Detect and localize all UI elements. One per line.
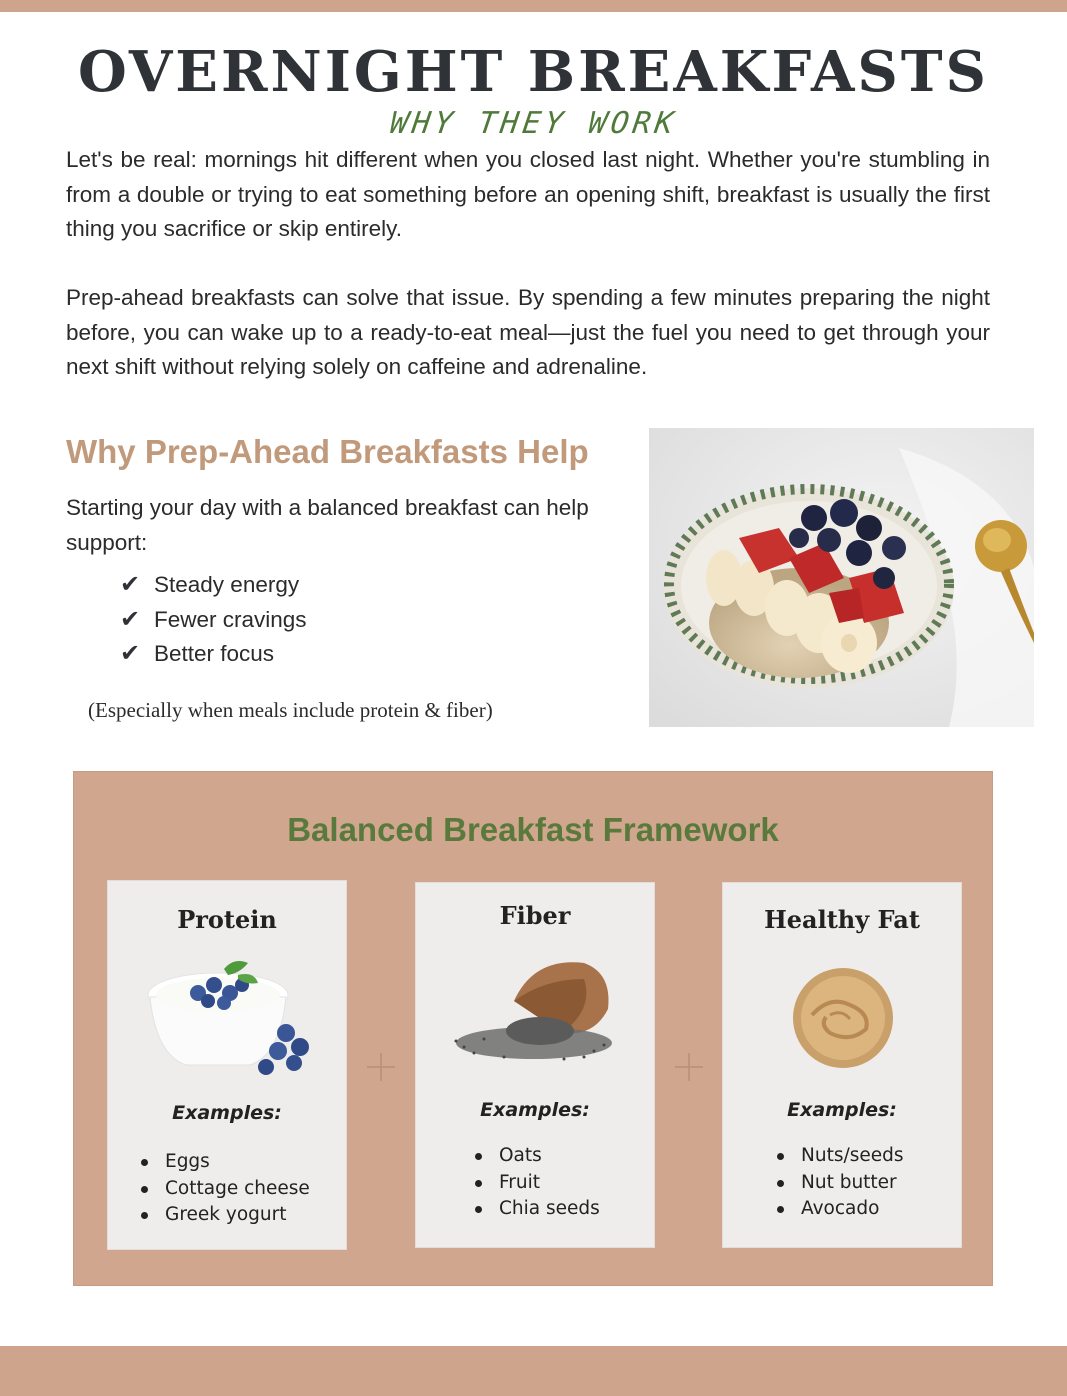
why-section-heading: Why Prep-Ahead Breakfasts Help	[66, 433, 589, 470]
list-item: Chia seeds	[473, 1196, 600, 1223]
examples-label: Examples:	[480, 1099, 590, 1121]
benefit-item	[120, 637, 307, 672]
list-item: Eggs	[139, 1149, 310, 1176]
card-title: Healthy Fat	[764, 905, 920, 934]
list-item: Cottage cheese	[139, 1176, 310, 1203]
benefit-label: Fewer cravings	[154, 606, 307, 632]
page-title: OVERNIGHT BREAKFASTS	[78, 39, 989, 105]
intro-paragraph-2: Prep-ahead breakfasts can solve that issue. By spending a few minutes preparing the night before, you can wake up to a ready-to-eat meal—just the fuel you need to get through your next shift without relying solely on caffeine and adrenaline.	[66, 285, 990, 379]
protein-fiber-note: (Especially when meals include protein & fiber)	[88, 698, 493, 722]
list-item: Avocado	[775, 1196, 903, 1223]
protein-card	[107, 880, 347, 1250]
list-item: Nut butter	[775, 1170, 903, 1197]
yogurt-blueberries-icon	[146, 955, 316, 1085]
list-item: Nuts/seeds	[775, 1143, 903, 1170]
examples-label: Examples:	[787, 1099, 897, 1121]
fiber-card	[415, 882, 655, 1248]
card-title: Fiber	[499, 901, 571, 930]
top-accent-bar	[0, 0, 1067, 12]
benefit-label: Steady energy	[154, 572, 300, 597]
card-title: Protein	[177, 905, 277, 934]
framework-title: Balanced Breakfast Framework	[287, 811, 779, 848]
check-icon: ✔	[120, 605, 141, 633]
bottom-accent-bar	[0, 1346, 1067, 1396]
why-section-intro: Starting your day with a balanced breakfast can help support:	[66, 495, 589, 555]
benefit-label: Better focus	[154, 641, 275, 666]
page-subtitle: WHY THEY WORK	[387, 106, 680, 141]
healthy-fat-card	[722, 882, 962, 1248]
benefits-list	[120, 568, 307, 672]
benefit-item	[120, 603, 307, 638]
list-item: Greek yogurt	[139, 1202, 310, 1229]
examples-label: Examples:	[172, 1102, 282, 1124]
benefit-item	[120, 568, 307, 603]
oatmeal-fruit-bowl-photo	[649, 428, 1034, 727]
plus-icon	[365, 1051, 397, 1083]
list-item: Oats	[473, 1143, 600, 1170]
nut-butter-jar-icon	[790, 965, 896, 1071]
check-icon: ✔	[120, 640, 141, 667]
chia-seed-bowl-icon	[444, 959, 624, 1069]
plus-icon	[673, 1051, 705, 1083]
check-icon: ✔	[120, 571, 141, 598]
list-item: Fruit	[473, 1170, 600, 1197]
fiber-examples-list	[473, 1143, 600, 1223]
intro-paragraph-1: Let's be real: mornings hit different when you closed last night. Whether you're stumbling in from a double or trying to eat something before an opening shift, breakfast is usually the first thing you sacrifice or skip entirely.	[66, 147, 990, 241]
protein-examples-list	[139, 1149, 310, 1229]
healthy-fat-examples-list	[775, 1143, 903, 1223]
